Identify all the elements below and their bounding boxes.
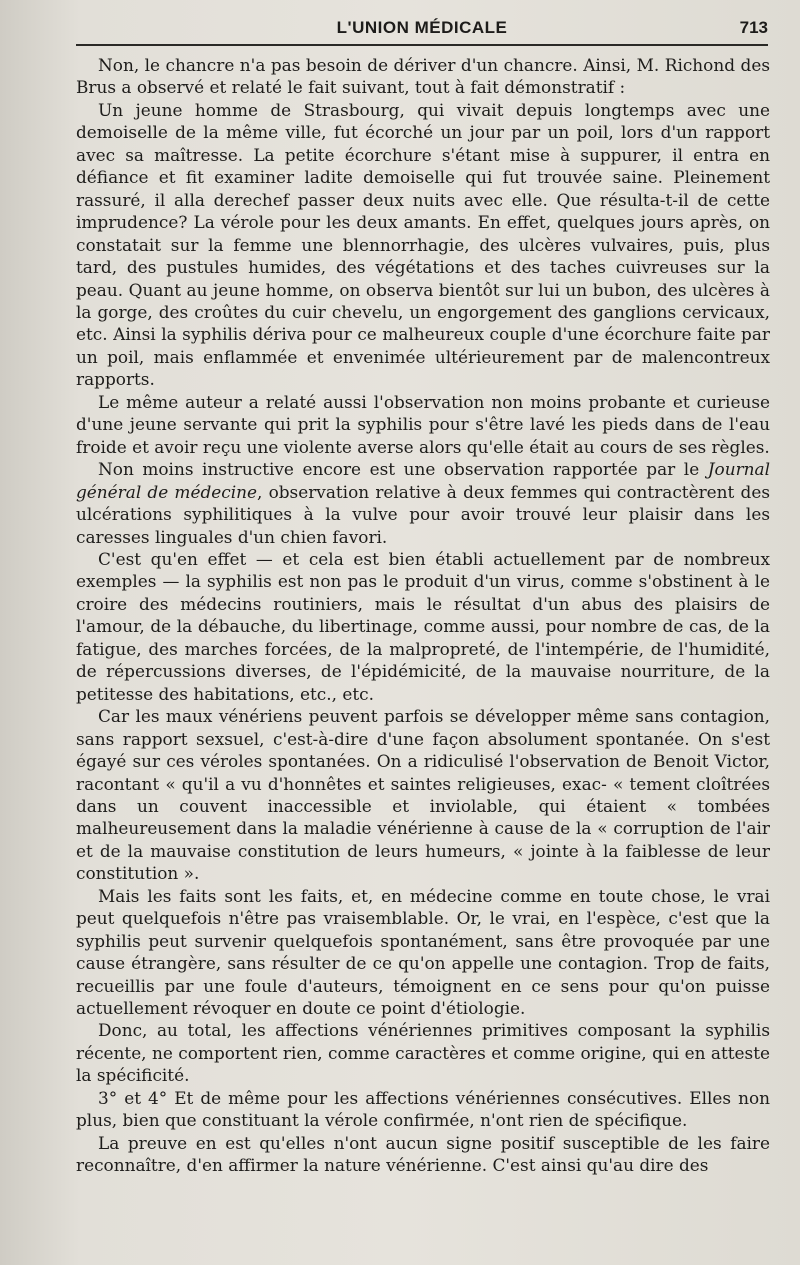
journal-title-italic: Journal général de médecine bbox=[76, 459, 770, 502]
paragraph-5: C'est qu'en effet — et cela est bien établi actuellement par de nombreux exemples — la syphilis est non pas le produit d'un virus, comme s'obstinent à le croire des médecins routiniers, mais le résultat d'un abus des plaisirs de l'amour, de la débauche, du libertinage, comme aussi, pour nombre de cas, de la fatigue, des marches forcées, de la malpropreté, de l'intempérie, de l'humidité, de répercussions diverses, de l'épidémicité, de la mauvaise nourriture, de la petitesse des habitations, etc., etc. bbox=[76, 548, 770, 704]
paragraph-4-text-before: Non moins instructive encore est une observation rapportée par le bbox=[98, 459, 708, 480]
paragraph-9: 3° et 4° Et de même pour les affections vénériennes consécutives. Elles non plus, bien que constituant la vérole confirmée, n'ont rien de spécifique. bbox=[76, 1087, 770, 1131]
page-number: 713 bbox=[739, 18, 768, 37]
paragraph-4 bbox=[76, 458, 770, 548]
paragraph-4-text-after: , observation relative à deux femmes qui contractèrent des ulcérations syphilitiques à la vulve pour avoir trouvé leur plaisir dans les caresses linguales d'un chien favori. bbox=[76, 481, 770, 547]
page-header bbox=[76, 14, 768, 46]
paragraph-1: Non, le chancre n'a pas besoin de dériver d'un chancre. Ainsi, M. Richond des Brus a observé et relaté le fait suivant, tout à fait démonstratif : bbox=[76, 55, 770, 98]
paragraph-7: Mais les faits sont les faits, et, en médecine comme en toute chose, le vrai peut quelquefois n'être pas vraisemblable. Or, le vrai, en l'espèce, c'est que la syphilis peut survenir quelquefois spontanément, sans être provoquée par une cause étrangère, sans résulter de ce qu'on appelle une contagion. Trop de faits, recueillis par une foule d'auteurs, témoignent en ce sens pour qu'on puisse actuellement révoquer en doute ce point d'étiologie. bbox=[76, 885, 770, 1019]
article-body bbox=[76, 54, 770, 1177]
paragraph-6: Car les maux vénériens peuvent parfois se développer même sans contagion, sans rapport sexsuel, c'est-à-dire d'une façon absolument spontanée. On s'est égayé sur ces véroles spontanées. On a ridiculisé l'observation de Benoit Victor, racontant « qu'il a vu d'honnêtes et saintes religieuses, exac- « tement cloîtrées dans un couvent inaccessible et inviolable, qui étaient « tombées malheureusement dans la maladie vénérienne à cause de la « corruption de l'air et de la mauvaise constitution de leurs humeurs, « jointe à la faiblesse de leur constitution ». bbox=[76, 706, 770, 884]
paragraph-3: Le même auteur a relaté aussi l'observation non moins probante et curieuse d'une jeune servante qui prit la syphilis pour s'être lavé les pieds dans de l'eau froide et avoir reçu une violente averse alors qu'elle était au cours de ses règles. bbox=[76, 391, 770, 457]
paragraph-8: Donc, au total, les affections vénériennes primitives composant la syphilis récente, ne comportent rien, comme caractères et comme origine, qui en atteste la spécificité. bbox=[76, 1020, 770, 1086]
paragraph-2: Un jeune homme de Strasbourg, qui vivait depuis longtemps avec une demoiselle de la même ville, fut écorché un jour par un poil, lors d'un rapport avec sa maîtresse. La petite écorchure s'étant mise à suppurer, il entra en défiance et fit examiner ladite demoiselle qui fut trouvée saine. Pleinement rassuré, il alla derechef passer deux nuits avec elle. Que résulta-t-il de cette imprudence? La vérole pour les deux amants. En effet, quelques jours après, on constatait sur la femme une blennorrhagie, des ulcères vulvaires, puis, plus tard, des pustules humides, des végétations et des taches cuivreuses sur la peau. Quant au jeune homme, on observa bientôt sur lui un bubon, des ulcères à la gorge, des croûtes du cuir chevelu, un engorgement des ganglions cervicaux, etc. Ainsi la syphilis dériva pour ce malheureux couple d'une écorchure faite par un poil, mais enflammée et envenimée ultérieurement par de malencontreux rapports. bbox=[76, 99, 770, 390]
running-title: L'UNION MÉDICALE bbox=[336, 18, 508, 37]
paragraph-10: La preuve en est qu'elles n'ont aucun signe positif susceptible de les faire reconnaître, d'en affirmer la nature vénérienne. C'est ainsi qu'au dire des bbox=[76, 1132, 770, 1176]
